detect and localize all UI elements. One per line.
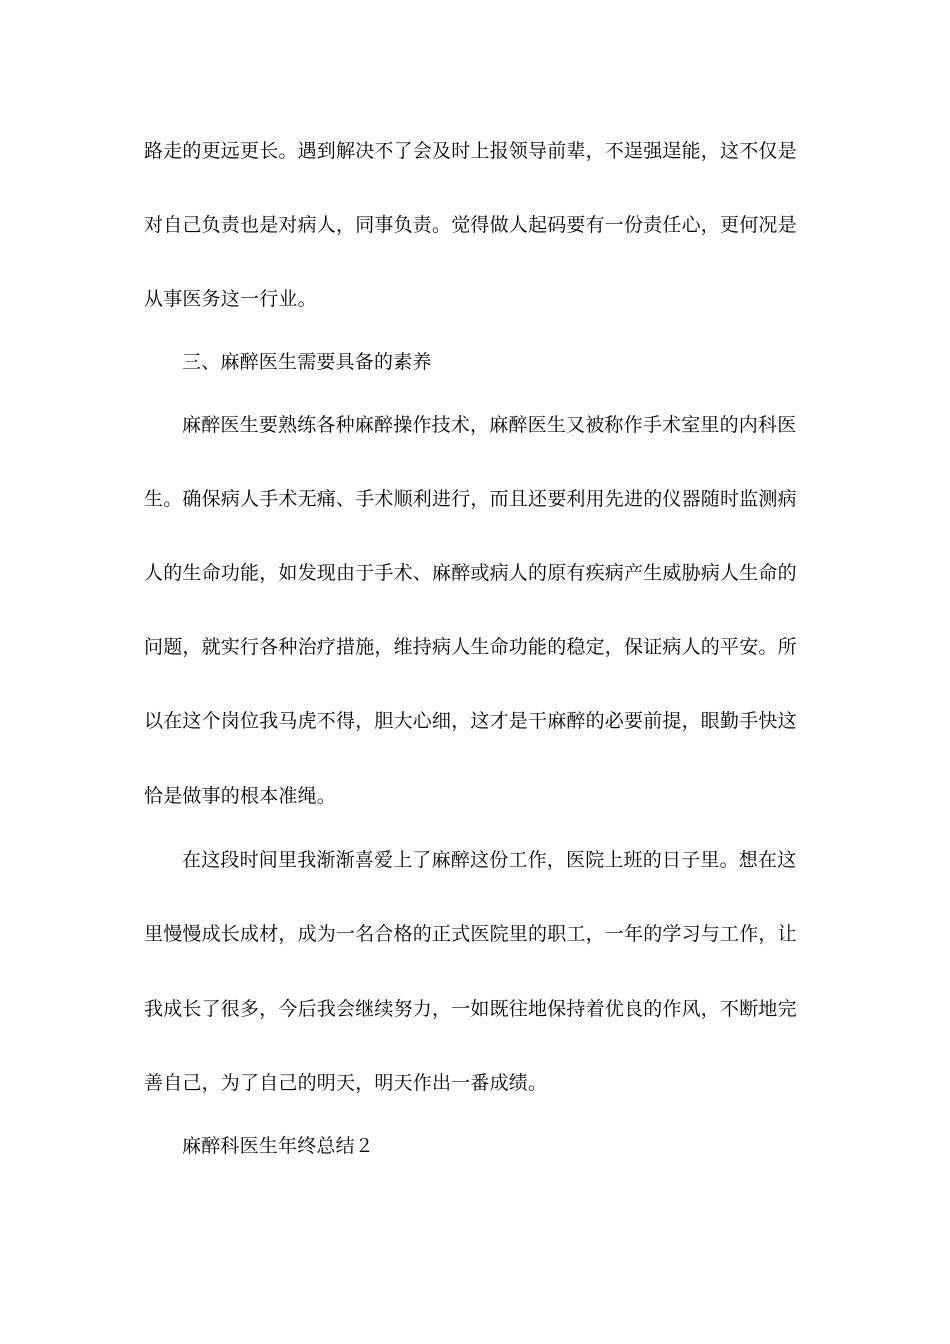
- paragraph-line: 问题，就实行各种治疗措施，维持病人生命功能的稳定，保证病人的平安。所: [144, 636, 797, 658]
- paragraph-line: 在这段时间里我渐渐喜爱上了麻醉这份工作，医院上班的日子里。想在这: [182, 849, 797, 871]
- paragraph-line: 路走的更远更长。遇到解决不了会及时上报领导前辈，不逞强逞能，这不仅是: [144, 140, 797, 162]
- paragraph-line: 对自己负责也是对病人，同事负责。觉得做人起码要有一份责任心，更何况是: [144, 214, 797, 236]
- paragraph-line: 以在这个岗位我马虎不得，胆大心细，这才是干麻醉的必要前提，眼勤手快这: [144, 710, 797, 732]
- paragraph-line: 我成长了很多，今后我会继续努力，一如既往地保持着优良的作风，不断地完: [144, 998, 797, 1020]
- paragraph-line: 善自己，为了自己的明天，明天作出一番成绩。: [144, 1072, 548, 1094]
- paragraph-line: 生。确保病人手术无痛、手术顺利进行，而且还要利用先进的仪器随时监测病: [144, 488, 797, 510]
- paragraph-line: 麻醉医生要熟练各种麻醉操作技术，麻醉医生又被称作手术室里的内科医: [182, 414, 797, 436]
- paragraph-line: 恰是做事的根本准绳。: [144, 785, 337, 807]
- paragraph-line: 人的生命功能，如发现由于手术、麻醉或病人的原有疾病产生威胁病人生命的: [144, 562, 797, 584]
- paragraph-line: 里慢慢成长成材，成为一名合格的正式医院里的职工，一年的学习与工作，让: [144, 923, 797, 945]
- section-heading: 三、麻醉医生需要具备的素养: [182, 351, 432, 373]
- paragraph-line: 从事医务这一行业。: [144, 288, 317, 310]
- document-subtitle: 麻醉科医生年终总结２: [182, 1135, 375, 1157]
